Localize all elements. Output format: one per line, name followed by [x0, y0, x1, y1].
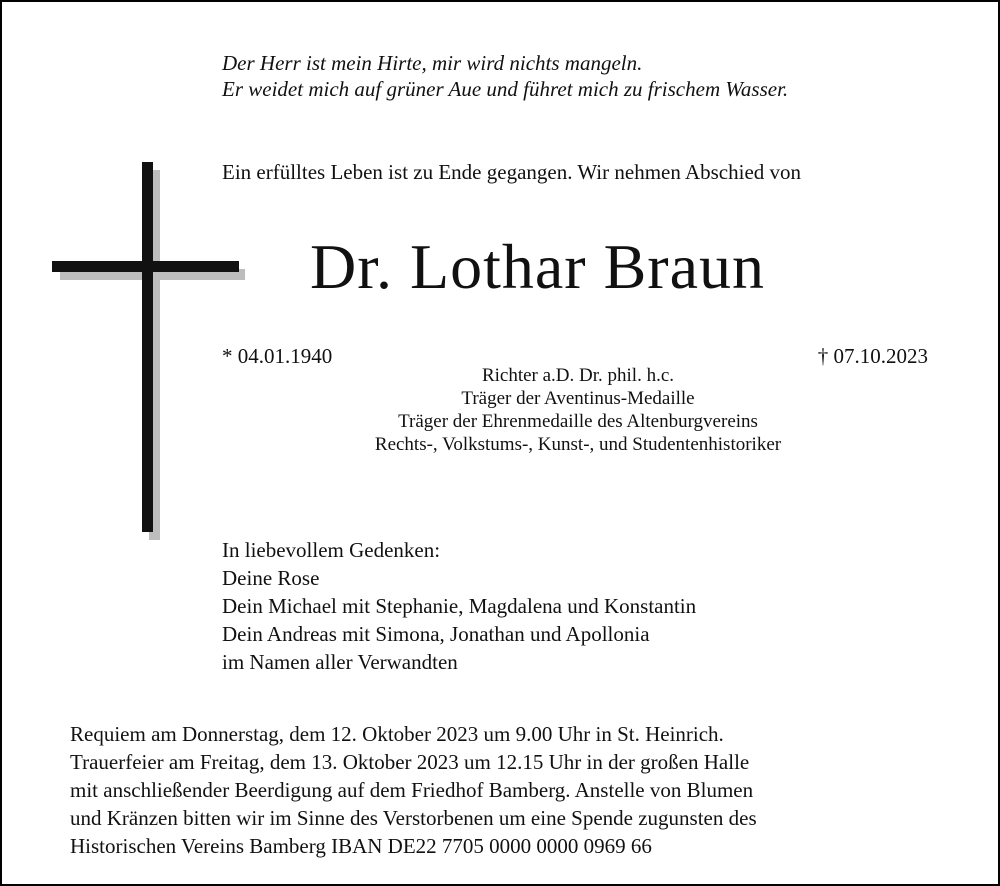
family-line: Dein Andreas mit Simona, Jonathan und Apollonia	[222, 622, 650, 646]
death-date: † 07.10.2023	[817, 344, 928, 368]
service-line: Historischen Vereins Bamberg IBAN DE22 7705 0000 0000 0969 66	[70, 834, 652, 858]
service-line: mit anschließender Beerdigung auf dem Friedhof Bamberg. Anstelle von Blumen	[70, 778, 754, 802]
family-line: Dein Michael mit Stephanie, Magdalena und Konstantin	[222, 594, 697, 618]
birth-date: * 04.01.1940	[222, 344, 333, 368]
titles-list	[328, 364, 828, 456]
service-line: Requiem am Donnerstag, dem 12. Oktober 2023 um 9.00 Uhr in St. Heinrich.	[70, 722, 724, 746]
service-line: Trauerfeier am Freitag, dem 13. Oktober 2023 um 12.15 Uhr in der großen Halle	[70, 750, 750, 774]
family-line: im Namen aller Verwandten	[222, 650, 458, 674]
psalm-line-1: Der Herr ist mein Hirte, mir wird nichts mangeln.	[222, 51, 643, 75]
family-section	[222, 536, 696, 676]
title-line: Träger der Aventinus-Medaille	[461, 388, 695, 409]
psalm-quote	[222, 50, 788, 102]
family-line: Deine Rose	[222, 566, 320, 590]
service-line: und Kränzen bitten wir im Sinne des Verstorbenen um eine Spende zugunsten des	[70, 806, 757, 830]
service-info	[70, 720, 940, 860]
family-heading: In liebevollem Gedenken:	[222, 538, 441, 562]
title-line: Träger der Ehrenmedaille des Altenburgvereins	[398, 411, 758, 432]
intro-text: Ein erfülltes Leben ist zu Ende gegangen. Wir nehmen Abschied von	[222, 160, 802, 184]
psalm-line-2: Er weidet mich auf grüner Aue und führet mich zu frischem Wasser.	[222, 77, 789, 101]
title-line: Richter a.D. Dr. phil. h.c.	[481, 365, 675, 386]
title-line: Rechts-, Volkstums-, Kunst-, und Studentenhistoriker	[374, 434, 782, 455]
cross-icon	[50, 160, 250, 542]
deceased-name: Dr. Lothar Braun	[310, 231, 765, 302]
